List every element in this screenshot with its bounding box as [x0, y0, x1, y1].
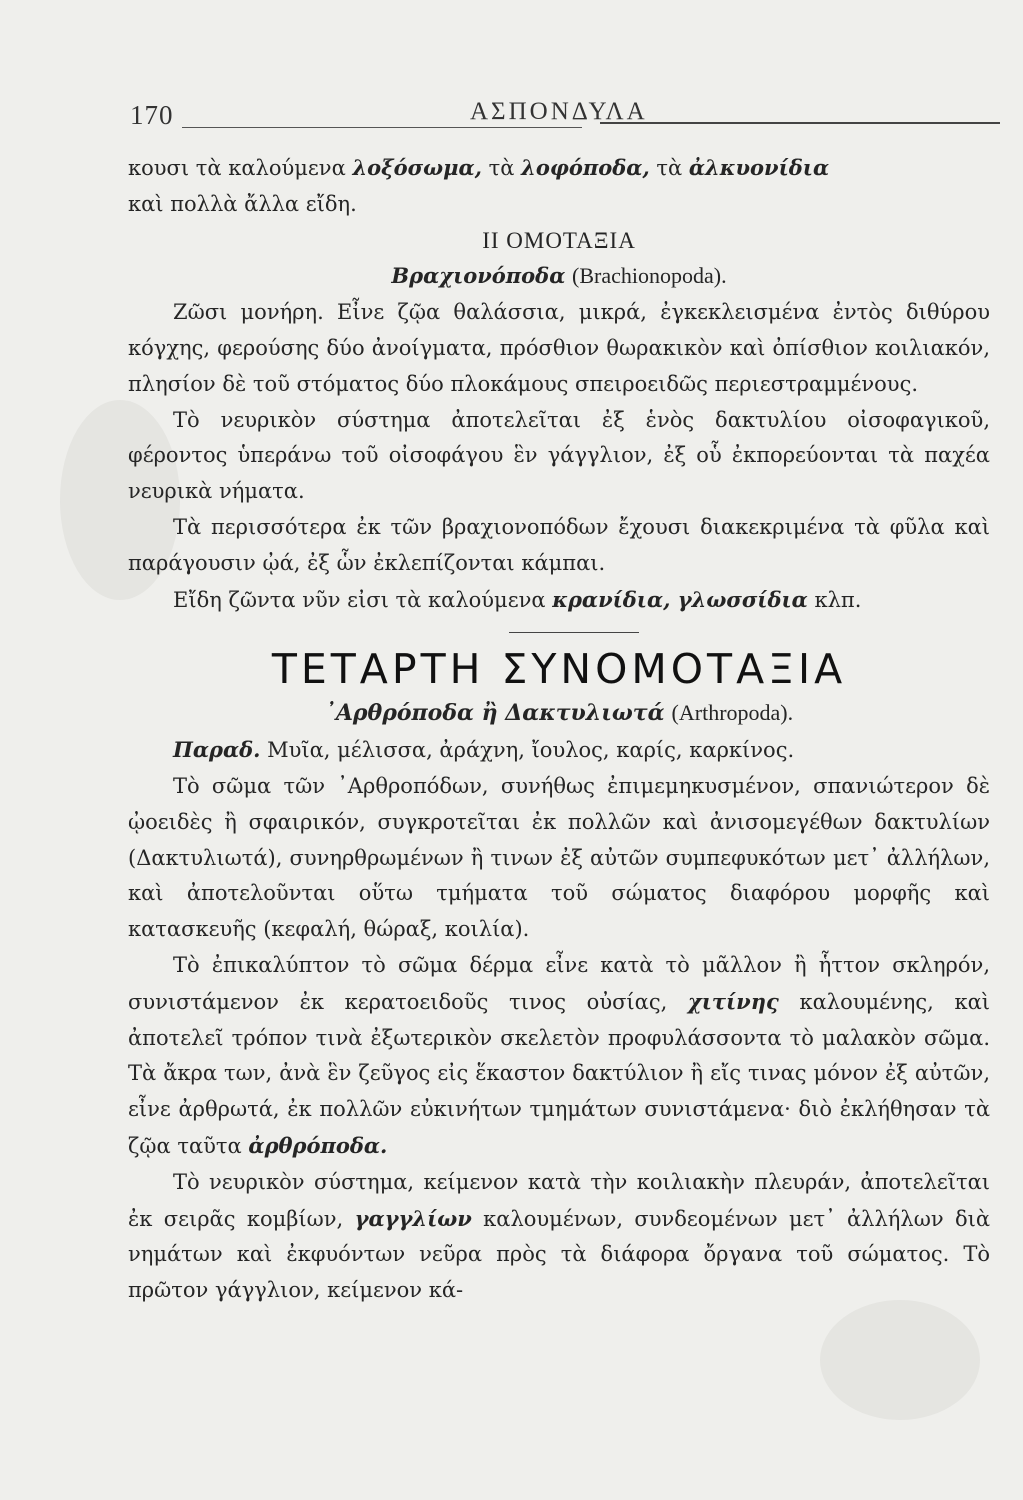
examples-label: Παραδ. [173, 737, 261, 763]
text-run: καλουμένων, συνδεομένων μετ᾿ ἀλλήλων διὰ νημάτων καὶ ἐκφυόντων νεῦρα πρὸς τὰ διάφορα ὄργανα τοῦ σώματος. Τὸ πρῶτον γάγγλιον, κείμενον κά- [128, 1206, 991, 1303]
taxon-greek-name: ᾿Αρθρόποδα ἢ Δακτυλιωτά [324, 700, 665, 727]
text-run: κλπ. [807, 587, 862, 612]
text-run: καὶ πολλὰ ἄλλα εἴδη. [128, 191, 357, 216]
body-text [128, 150, 990, 1309]
term-chitini: χιτίνης [687, 988, 779, 1014]
examples-text: Μυῖα, μέλισσα, ἀράχνη, ἴουλος, καρίς, καρκίνος. [260, 738, 795, 763]
paragraph [128, 1165, 990, 1309]
running-title: ΑΣΠΟΝΔΥΛΑ [470, 98, 648, 125]
text-run: Εἴδη ζῶντα νῦν εἰσι τὰ καλούμενα [173, 587, 553, 612]
section-divider [509, 632, 639, 633]
text-run: τὰ [649, 156, 689, 180]
taxon-greek-name: Βραχιονόποδα [391, 263, 566, 289]
paragraph [128, 582, 990, 619]
term-alkyonidia: ἀλκυονίδια [688, 155, 830, 180]
paragraph-continuation [128, 150, 990, 223]
page-header [130, 94, 1000, 130]
header-rule-right [600, 122, 1000, 124]
text-run: τὰ [481, 156, 522, 180]
term-loxosoma: λοξόσωμα, [352, 155, 482, 180]
term-kranidia: κρανίδια, γλωσσίδια [552, 586, 808, 612]
paragraph: Τὰ περισσότερα ἐκ τῶν βραχιονοπόδων ἔχουσι διακεκριμένα τὰ φῦλα καὶ παράγουσιν ᾠά, ἐξ ὧν ἐκλεπίζονται κάμπαι. [128, 514, 990, 575]
term-arthropoda: ἀρθρόποδα. [248, 1132, 388, 1158]
paragraph [128, 948, 990, 1165]
chapter-heading: ΤΕΤΑΡΤΗ ΣΥΝΟΜΟΤΑΞΙΑ [271, 645, 847, 694]
taxon-heading [128, 695, 990, 732]
paragraph: Τὸ σῶμα τῶν ᾿Αρθροπόδων, συνήθως ἐπιμεμηκυσμένον, σπανιώτερον δὲ ᾠοειδὲς ἢ σφαιρικόν, συγκροτεῖται ἐκ πολλῶν καὶ ἀνισομεγέθων δακτυλίων (Δακτυλιωτά), συνηρθρωμένων ἢ τινων ἐξ αὐτῶν συμπεφυκότων μετ᾿ ἀλλήλων, καὶ ἀποτελοῦνται οὕτω τμήματα τοῦ σώματος διαφόρου μορφῆς καὶ κατασκευῆς (κεφαλή, θώραξ, κοιλία). [128, 773, 990, 942]
section-heading: II ΟΜΟΤΑΞΙΑ [482, 227, 636, 253]
taxon-latin-name: (Arthropoda). [671, 700, 794, 726]
term-gangliwn: γαγγλίων [354, 1205, 472, 1231]
paragraph: Ζῶσι μονήρη. Εἶνε ζῷα θαλάσσια, μικρά, ἐγκεκλεισμένα ἐντὸς διθύρου κόγχης, φερούσης δύο ἀνοίγματα, πρόσθιον θωρακικὸν καὶ ὀπίσθιον κοιλιακόν, πλησίον δὲ τοῦ στόματος δύο πλοκάμους σπειροειδῶς περιεστραμμένους. [128, 300, 990, 396]
header-rule-left [182, 127, 582, 128]
text-run: κουσι τὰ καλούμενα [128, 156, 353, 180]
taxon-heading [128, 258, 990, 295]
term-lofopoda: λοφόποδα, [521, 155, 650, 180]
text-run: Τὸ ἐπικαλύπτον τὸ σῶμα δέρμα εἶνε κατὰ τὸ μᾶλλον ἢ ἧττον σκληρόν, συνιστάμενον ἐκ κερατοειδοῦς τινος οὐσίας, [128, 952, 990, 1014]
text-run: καλουμένης, καὶ ἀποτελεῖ τρόπον τινὰ ἐξωτερικὸν σκελετὸν προφυλάσσοντα τὸ μαλακὸν σῶμα. Τὰ ἄκρα των, ἀνὰ ἓν ζεῦγος εἰς ἕκαστον δακτύλιον ἢ εἴς τινας μόνον ἐξ αὐτῶν, εἶνε ἀρθρωτά, ἐκ πολλῶν εὐκινήτων τμημάτων συνιστάμενα· διὸ ἐκλήθησαν τὰ ζῷα ταῦτα [128, 989, 990, 1158]
paper-stain [820, 1300, 980, 1420]
examples-line [128, 732, 990, 769]
page-number: 170 [130, 100, 174, 130]
paragraph: Τὸ νευρικὸν σύστημα ἀποτελεῖται ἐξ ἑνὸς δακτυλίου οἰσοφαγικοῦ, φέροντος ὑπεράνω τοῦ οἰσοφάγου ἓν γάγγλιον, ἐξ οὗ ἐκπορεύονται τὰ παχέα νευρικὰ νήματα. [128, 407, 990, 504]
text-run: Τὸ νευρικὸν σύστημα, κείμενον κατὰ τὴν κοιλιακὴν πλευράν, ἀποτελεῖται ἐκ σειρᾶς κομβίων, [128, 1169, 990, 1231]
taxon-latin-name: (Brachionopoda). [572, 263, 727, 289]
